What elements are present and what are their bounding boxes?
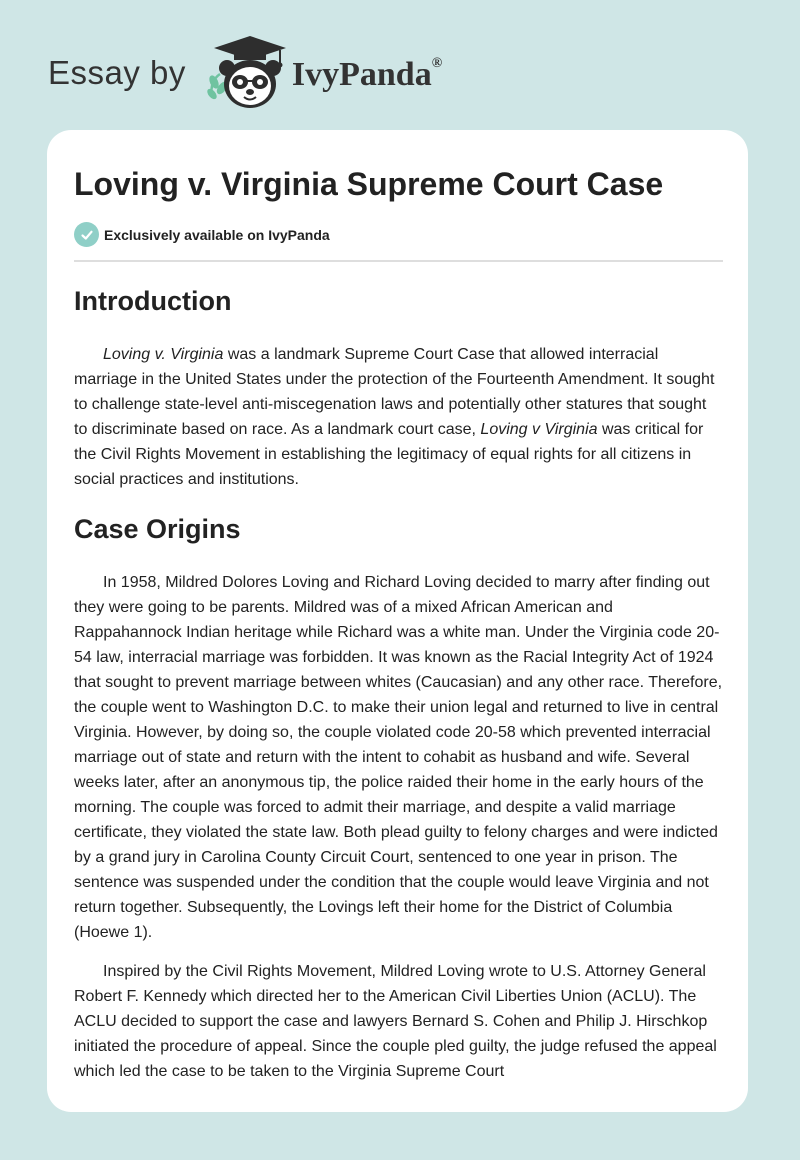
section-heading-introduction: Introduction: [74, 286, 232, 316]
site-header: [48, 34, 442, 112]
article-title: Loving v. Virginia Supreme Court Case: [74, 166, 664, 202]
ivypanda-logo-link[interactable]: [200, 34, 442, 112]
essay-by-label: Essay by: [48, 54, 186, 91]
section-heading-case-origins: Case Origins: [74, 514, 241, 544]
case-origins-paragraph-2: Inspired by the Civil Rights Movement, Mildred Loving wrote to U.S. Attorney General Robert F. Kennedy which directed her to the American Civil Liberties Union (ACLU). The ACLU decided to support the case and lawyers Bernard S. Cohen and Philip J. Hirschkop initiated the procedure of appeal. Since the couple pled guilty, the judge refused the appeal which led the case to be taken to the Virginia Supreme Court: [74, 963, 717, 1080]
title-divider: [74, 260, 723, 262]
article-card: [47, 130, 748, 1112]
intro-paragraph: Loving v. Virginia was a landmark Supreme Court Case that allowed interracial marriage in the United States under the protection of the Fourteenth Amendment. It sought to challenge state-level anti-miscegenation laws and potentially other statures that sought to discriminate based on race. As a landmark court case, Loving v Virginia was critical for the Civil Rights Movement in establishing the legitimacy of equal rights for all citizens in social practices and institutions.: [74, 346, 715, 488]
panda-graduate-icon: [200, 34, 292, 112]
exclusive-badge: [74, 222, 330, 247]
registered-mark: ®: [431, 55, 443, 71]
case-origins-paragraph-1: In 1958, Mildred Dolores Loving and Richard Loving decided to marry after finding out they were going to be parents. Mildred was of a mixed African American and Rappahannock Indian heritage while Richard was a white man. Under the Virginia code 20-54 law, interracial marriage was forbidden. It was known as the Racial Integrity Act of 1924 that sought to prevent marriage between whites (Caucasian) and any other race. Therefore, the couple went to Washington D.C. to make their union legal and returned to live in central Virginia. However, by doing so, the couple violated code 20-58 which prevented interracial marriage out of state and return with the intent to cohabit as husband and wife. Several weeks later, after an anonymous tip, the police raided their home in the early hours of the morning. The couple was forced to admit their marriage, and despite a valid marriage certificate, they violated the state law. Both plead guilty to felony charges and were indicted by a grand jury in Carolina County Circuit Court, sentenced to one year in prison. The sentence was suspended under the condition that the couple would leave Virginia and not return together. Subsequently, the Lovings left their home for the District of Columbia (Hoewe 1).: [74, 574, 723, 941]
exclusive-label: Exclusively available on IvyPanda: [104, 226, 330, 243]
brand-name: IvyPanda®: [291, 55, 443, 93]
case-name-italic: Loving v. Virginia: [103, 346, 224, 363]
case-name-italic-2: Loving v Virginia: [480, 421, 598, 438]
check-circle-icon: [74, 222, 99, 247]
